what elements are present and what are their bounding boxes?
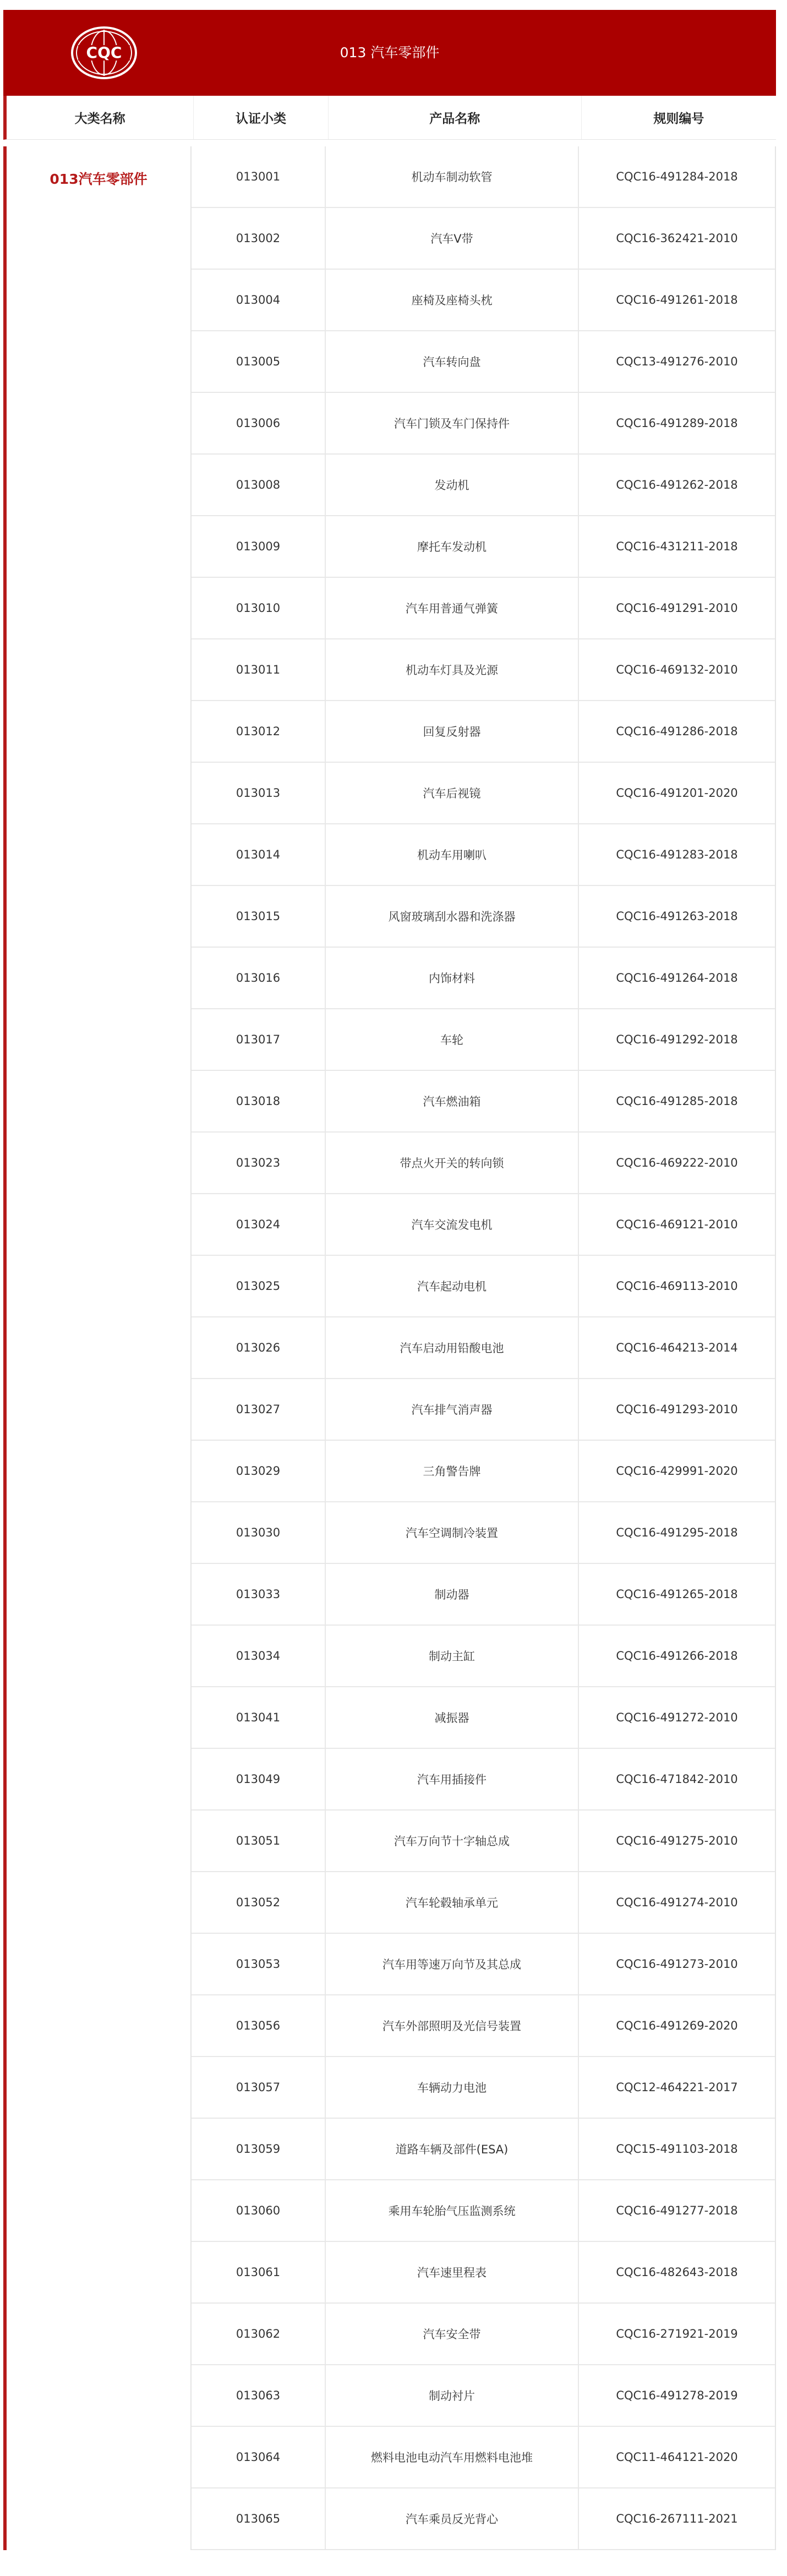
cell-rule-number: CQC16-491295-2018 — [578, 1502, 775, 1563]
cell-code: 013024 — [236, 1218, 281, 1231]
cell-code: 013060 — [236, 2204, 281, 2217]
cell-code: 013027 — [236, 1403, 281, 1416]
cell-rule-number: CQC16-491264-2018 — [578, 948, 775, 1008]
cell-code: 013010 — [236, 601, 281, 615]
table-row — [192, 2119, 775, 2180]
cell-rule-number: CQC16-491273-2010 — [578, 1934, 775, 1994]
cell-rule-number: CQC16-271921-2019 — [578, 2304, 775, 2364]
cell-code: 013041 — [236, 1711, 281, 1724]
table-row — [192, 2180, 775, 2242]
table-row — [192, 1502, 775, 1564]
cell-rule-number: CQC11-464121-2020 — [578, 2427, 775, 2487]
cell-rule-number: CQC16-491201-2020 — [578, 763, 775, 823]
table-row — [192, 1256, 775, 1317]
cell-rule-number: CQC16-491277-2018 — [578, 2180, 775, 2241]
cell-code: 013009 — [236, 540, 281, 553]
cell-rule-number: CQC16-482643-2018 — [578, 2242, 775, 2302]
cell-code: 013033 — [236, 1588, 281, 1601]
cell-rule-number: CQC16-491265-2018 — [578, 1564, 775, 1625]
cell-code: 013004 — [236, 293, 281, 307]
table-row — [192, 2242, 775, 2304]
table-row — [192, 2427, 775, 2489]
cell-code: 013057 — [236, 2081, 281, 2094]
cell-rule-number: CQC16-429991-2020 — [578, 1441, 775, 1501]
cell-product-name: 汽车转向盘 — [325, 331, 578, 392]
table-row — [192, 331, 775, 393]
cell-code: 013049 — [236, 1773, 281, 1786]
cell-rule-number: CQC16-491275-2010 — [578, 1811, 775, 1871]
cell-code: 013059 — [236, 2142, 281, 2156]
table-row — [192, 886, 775, 948]
table-row — [192, 1626, 775, 1687]
cell-product-name: 风窗玻璃刮水器和洗涤器 — [325, 886, 578, 947]
table-row — [192, 2304, 775, 2365]
product-rows — [190, 146, 776, 2550]
table-row — [192, 1811, 775, 1872]
cell-rule-number: CQC16-491293-2010 — [578, 1379, 775, 1440]
cell-code: 013065 — [236, 2512, 281, 2525]
cell-code: 013025 — [236, 1279, 281, 1293]
cell-product-name: 汽车用插接件 — [325, 1749, 578, 1809]
cell-rule-number: CQC16-491284-2018 — [578, 146, 775, 207]
cell-code: 013005 — [236, 355, 281, 368]
cell-code: 013051 — [236, 1834, 281, 1847]
cell-code: 013013 — [236, 786, 281, 800]
table-row — [192, 1071, 775, 1133]
cell-product-name: 汽车用等速万向节及其总成 — [325, 1934, 578, 1994]
cell-product-name: 制动衬片 — [325, 2365, 578, 2426]
cell-product-name: 机动车灯具及光源 — [325, 639, 578, 700]
cell-product-name: 汽车启动用铅酸电池 — [325, 1317, 578, 1378]
table-row — [192, 1194, 775, 1256]
cell-rule-number: CQC16-491262-2018 — [578, 455, 775, 515]
cell-product-name: 道路车辆及部件(ESA) — [325, 2119, 578, 2179]
table-row — [192, 701, 775, 763]
cell-product-name: 三角警告牌 — [325, 1441, 578, 1501]
page — [3, 10, 776, 2550]
column-header-rule: 规则编号 — [581, 96, 776, 139]
cell-product-name: 汽车燃油箱 — [325, 1071, 578, 1131]
table-row — [192, 1995, 775, 2057]
cell-product-name: 汽车速里程表 — [325, 2242, 578, 2302]
cell-code: 013023 — [236, 1156, 281, 1169]
cell-product-name: 机动车用喇叭 — [325, 824, 578, 885]
cell-code: 013016 — [236, 971, 281, 985]
cell-code: 013026 — [236, 1341, 281, 1354]
cell-product-name: 回复反射器 — [325, 701, 578, 762]
table-row — [192, 516, 775, 578]
cell-code: 013030 — [236, 1526, 281, 1539]
header-banner — [3, 10, 776, 96]
table-row — [192, 1133, 775, 1194]
cell-rule-number: CQC16-491291-2010 — [578, 578, 775, 638]
cell-code: 013015 — [236, 910, 281, 923]
cell-code: 013029 — [236, 1464, 281, 1478]
table-body — [3, 146, 776, 2550]
table-row — [192, 2057, 775, 2119]
cell-product-name: 车辆动力电池 — [325, 2057, 578, 2118]
cell-product-name: 汽车万向节十字轴总成 — [325, 1811, 578, 1871]
cell-product-name: 汽车轮毂轴承单元 — [325, 1872, 578, 1933]
cell-rule-number: CQC16-431211-2018 — [578, 516, 775, 577]
table-row — [192, 948, 775, 1009]
cell-rule-number: CQC16-491261-2018 — [578, 270, 775, 330]
cell-rule-number: CQC16-267111-2021 — [578, 2489, 775, 2549]
cell-product-name: 汽车交流发电机 — [325, 1194, 578, 1255]
cell-code: 013017 — [236, 1033, 281, 1046]
cell-rule-number: CQC16-491292-2018 — [578, 1009, 775, 1070]
table-row — [192, 2365, 775, 2427]
cell-code: 013008 — [236, 478, 281, 491]
cell-product-name: 制动器 — [325, 1564, 578, 1625]
cell-product-name: 燃料电池电动汽车用燃料电池堆 — [325, 2427, 578, 2487]
cell-rule-number: CQC16-491289-2018 — [578, 393, 775, 453]
table-row — [192, 1934, 775, 1995]
cell-code: 013006 — [236, 417, 281, 430]
cell-product-name: 摩托车发动机 — [325, 516, 578, 577]
cell-product-name: 汽车门锁及车门保持件 — [325, 393, 578, 453]
cell-code: 013062 — [236, 2327, 281, 2340]
column-header-category: 大类名称 — [74, 112, 125, 126]
table-row — [192, 763, 775, 824]
cell-code: 013011 — [236, 663, 281, 676]
cell-rule-number: CQC16-471842-2010 — [578, 1749, 775, 1809]
cell-rule-number: CQC16-491283-2018 — [578, 824, 775, 885]
cell-code: 013064 — [236, 2451, 281, 2464]
cell-rule-number: CQC16-491266-2018 — [578, 1626, 775, 1686]
column-header-subcode: 认证小类 — [193, 96, 327, 139]
cell-code: 013034 — [236, 1649, 281, 1662]
cell-code: 013053 — [236, 1957, 281, 1971]
table-header — [3, 96, 776, 140]
cell-product-name: 座椅及座椅头枕 — [325, 270, 578, 330]
cell-code: 013012 — [236, 725, 281, 738]
column-header-product: 产品名称 — [328, 96, 581, 139]
cell-product-name: 带点火开关的转向锁 — [325, 1133, 578, 1193]
cell-rule-number: CQC16-491285-2018 — [578, 1071, 775, 1131]
table-row — [192, 393, 775, 455]
table-row — [192, 1687, 775, 1749]
table-row — [192, 1009, 775, 1071]
cell-code: 013018 — [236, 1095, 281, 1108]
cell-rule-number: CQC16-469132-2010 — [578, 639, 775, 700]
cell-rule-number: CQC16-491278-2019 — [578, 2365, 775, 2426]
table-row — [192, 1379, 775, 1441]
table-row — [192, 1872, 775, 1934]
cell-product-name: 汽车外部照明及光信号装置 — [325, 1995, 578, 2056]
cell-product-name: 乘用车轮胎气压监测系统 — [325, 2180, 578, 2241]
table-row — [192, 208, 775, 270]
cell-rule-number: CQC16-469222-2010 — [578, 1133, 775, 1193]
cell-product-name: 内饰材料 — [325, 948, 578, 1008]
cell-code: 013056 — [236, 2019, 281, 2032]
cell-code: 013002 — [236, 232, 281, 245]
cell-product-name: 汽车排气消声器 — [325, 1379, 578, 1440]
svg-text:CQC: CQC — [86, 43, 122, 62]
cell-rule-number: CQC12-464221-2017 — [578, 2057, 775, 2118]
cell-rule-number: CQC16-491263-2018 — [578, 886, 775, 947]
cell-code: 013063 — [236, 2389, 281, 2402]
page-title: 013 汽车零部件 — [340, 45, 440, 61]
cell-product-name: 汽车后视镜 — [325, 763, 578, 823]
table-row — [192, 146, 775, 208]
cell-rule-number: CQC16-491286-2018 — [578, 701, 775, 762]
table-row — [192, 1749, 775, 1811]
table-row — [192, 2489, 775, 2550]
cell-product-name: 汽车安全带 — [325, 2304, 578, 2364]
table-row — [192, 639, 775, 701]
table-row — [192, 578, 775, 639]
cell-product-name: 制动主缸 — [325, 1626, 578, 1686]
cell-product-name: 汽车用普通气弹簧 — [325, 578, 578, 638]
cell-product-name: 机动车制动软管 — [325, 146, 578, 207]
table-row — [192, 1564, 775, 1626]
cell-product-name: 汽车V带 — [325, 208, 578, 269]
cell-rule-number: CQC16-491269-2020 — [578, 1995, 775, 2056]
cell-product-name: 发动机 — [325, 455, 578, 515]
table-row — [192, 270, 775, 331]
table-row — [192, 1441, 775, 1502]
cell-product-name: 汽车起动电机 — [325, 1256, 578, 1316]
cell-product-name: 减振器 — [325, 1687, 578, 1748]
table-row — [192, 455, 775, 516]
cell-code: 013052 — [236, 1896, 281, 1909]
table-row — [192, 1317, 775, 1379]
cell-rule-number: CQC15-491103-2018 — [578, 2119, 775, 2179]
cell-product-name: 汽车乘员反光背心 — [325, 2489, 578, 2549]
cell-rule-number: CQC16-469113-2010 — [578, 1256, 775, 1316]
cell-rule-number: CQC16-491274-2010 — [578, 1872, 775, 1933]
cell-rule-number: CQC16-362421-2010 — [578, 208, 775, 269]
cell-code: 013061 — [236, 2266, 281, 2279]
cell-product-name: 汽车空调制冷装置 — [325, 1502, 578, 1563]
table-row — [192, 824, 775, 886]
cell-rule-number: CQC16-469121-2010 — [578, 1194, 775, 1255]
category-name: 013汽车零部件 — [50, 171, 147, 187]
cell-rule-number: CQC13-491276-2010 — [578, 331, 775, 392]
cell-code: 013014 — [236, 848, 281, 861]
cell-product-name: 车轮 — [325, 1009, 578, 1070]
cell-rule-number: CQC16-464213-2014 — [578, 1317, 775, 1378]
category-column — [3, 146, 190, 2550]
cell-code: 013001 — [236, 170, 281, 183]
cell-rule-number: CQC16-491272-2010 — [578, 1687, 775, 1748]
